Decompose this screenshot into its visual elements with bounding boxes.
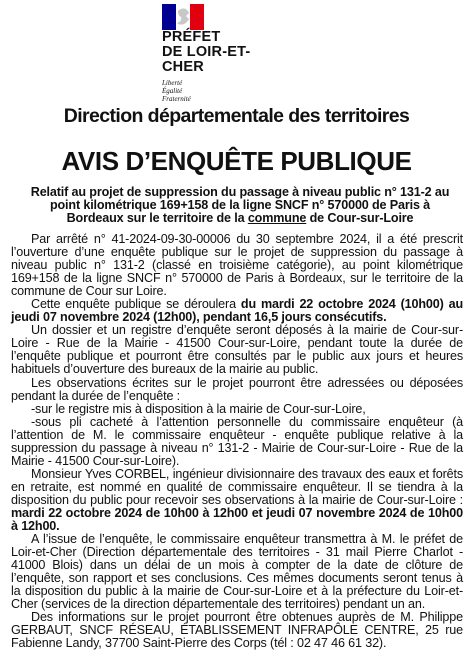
dates-bold: du mardi 22 octobre 2024 (10h00) au jeudi 07 novembre 2024 (12h00), pendant 16,5 jours consécutifs.: [11, 297, 463, 325]
motto-fraternite: Fraternité: [162, 95, 191, 103]
dates-intro: Cette enquête publique se déroulera: [31, 297, 241, 312]
subject-part-2: de Cour-sur-Loire: [306, 211, 414, 225]
marianne-flag-icon: [162, 4, 204, 30]
paragraph-dossier: Un dossier et un registre d’enquête seront déposés à la mairie de Cour-sur-Loire - Rue de la Mairie - 41500 Cour-sur-Loire, pendant toute la durée de l’enquête publique et pourront être consultés par le public aux jours et heures habituels d’ouverture des bureaux de la mairie au public.: [11, 323, 463, 377]
paragraph-dates: [11, 298, 463, 324]
prefet-line-2: DE LOIR-ET-CHER: [162, 44, 251, 75]
notice-subject: [24, 186, 456, 225]
republic-motto: [162, 79, 292, 103]
subject-part-1: Relatif au projet de suppression du passage à niveau public n° 131-2 au point kilométrique 169+158 de la ligne SNCF n° 570000 de Paris à Bordeaux sur le territoire de la: [30, 185, 450, 225]
paragraph-informations: Des informations sur le projet pourront être obtenues auprès de M. Philippe GERBAUT, SNCF RÉSEAU, ÉTABLISSEMENT INFRAPÔLE CENTRE, 25 rue Fabienne Landy, 37700 Saint-Pierre des Corps (tél : 02 47 46 61 32).: [11, 610, 463, 651]
prefet-line-1: PRÉFET: [162, 29, 221, 45]
notice-title: AVIS D’ENQUÊTE PUBLIQUE: [61, 146, 412, 176]
direction-heading: Direction départementale des territoires: [63, 105, 410, 127]
paragraph-observations: Les observations écrites sur le projet pourront être adressées ou déposées pendant la durée de l’enquête :: [11, 375, 463, 403]
motto-egalite: Égalité: [162, 87, 183, 95]
observation-item-pli: -sous pli cacheté à l’attention personnelle du commissaire enquêteur (à l’attention de M. le commissaire enquêteur - enquête publique relative à la suppression du passage à niveau n° 131-2 - Mairie de Cour-sur-Loire - Rue de la Mairie - 41500 Cour-sur-Loire).: [11, 414, 463, 468]
prefet-title: [162, 30, 292, 75]
prefecture-logo: [162, 4, 292, 103]
notice-body: [11, 233, 463, 651]
permanences-bold: mardi 22 octobre 2024 de 10h00 à 12h00 et jeudi 07 novembre 2024 de 10h00 à 12h00.: [11, 505, 463, 534]
paragraph-commissaire: [11, 468, 463, 533]
observation-item-registre: -sur le registre mis à disposition à la mairie de Cour-sur-Loire,: [31, 401, 366, 416]
commissaire-text: Monsieur Yves CORBEL, ingénieur divisionnaire des travaux des eaux et forêts en retraite, est nommé en qualité de commissaire enquêteur. Il se tiendra à la disposition du public pour recevoir ses observations à la mairie de Cour-sur-Loire :: [11, 466, 463, 507]
subject-underlined: commune: [247, 211, 307, 225]
motto-liberte: Liberté: [162, 79, 183, 87]
paragraph-decree: Par arrêté n° 41-2024-09-30-00006 du 30 septembre 2024, il a été prescrit l’ouverture d’une enquête publique sur le projet de suppression du passage à niveau public n° 131-2 (classé en troisième catégorie), au point kilométrique 169+158 de la ligne SNCF n° 570000 de Paris à Bordeaux, sur le territoire de la commune de Cour sur Loire.: [11, 232, 463, 299]
paragraph-rapport: A l’issue de l’enquête, le commissaire enquêteur transmettra à M. le préfet de Loir-et-Cher (Direction départementale des territoires - 31 mail Pierre Charlot - 41000 Blois) dans un délai de un mois à compter de la date de clôture de l’enquête, son rapport et ses conclusions. Ces mêmes documents seront tenus à la disposition du public à la mairie de Cour-sur-Loire et à la préfecture du Loir-et-Cher (services de la direction départementale des territoires) pendant un an.: [11, 532, 463, 612]
